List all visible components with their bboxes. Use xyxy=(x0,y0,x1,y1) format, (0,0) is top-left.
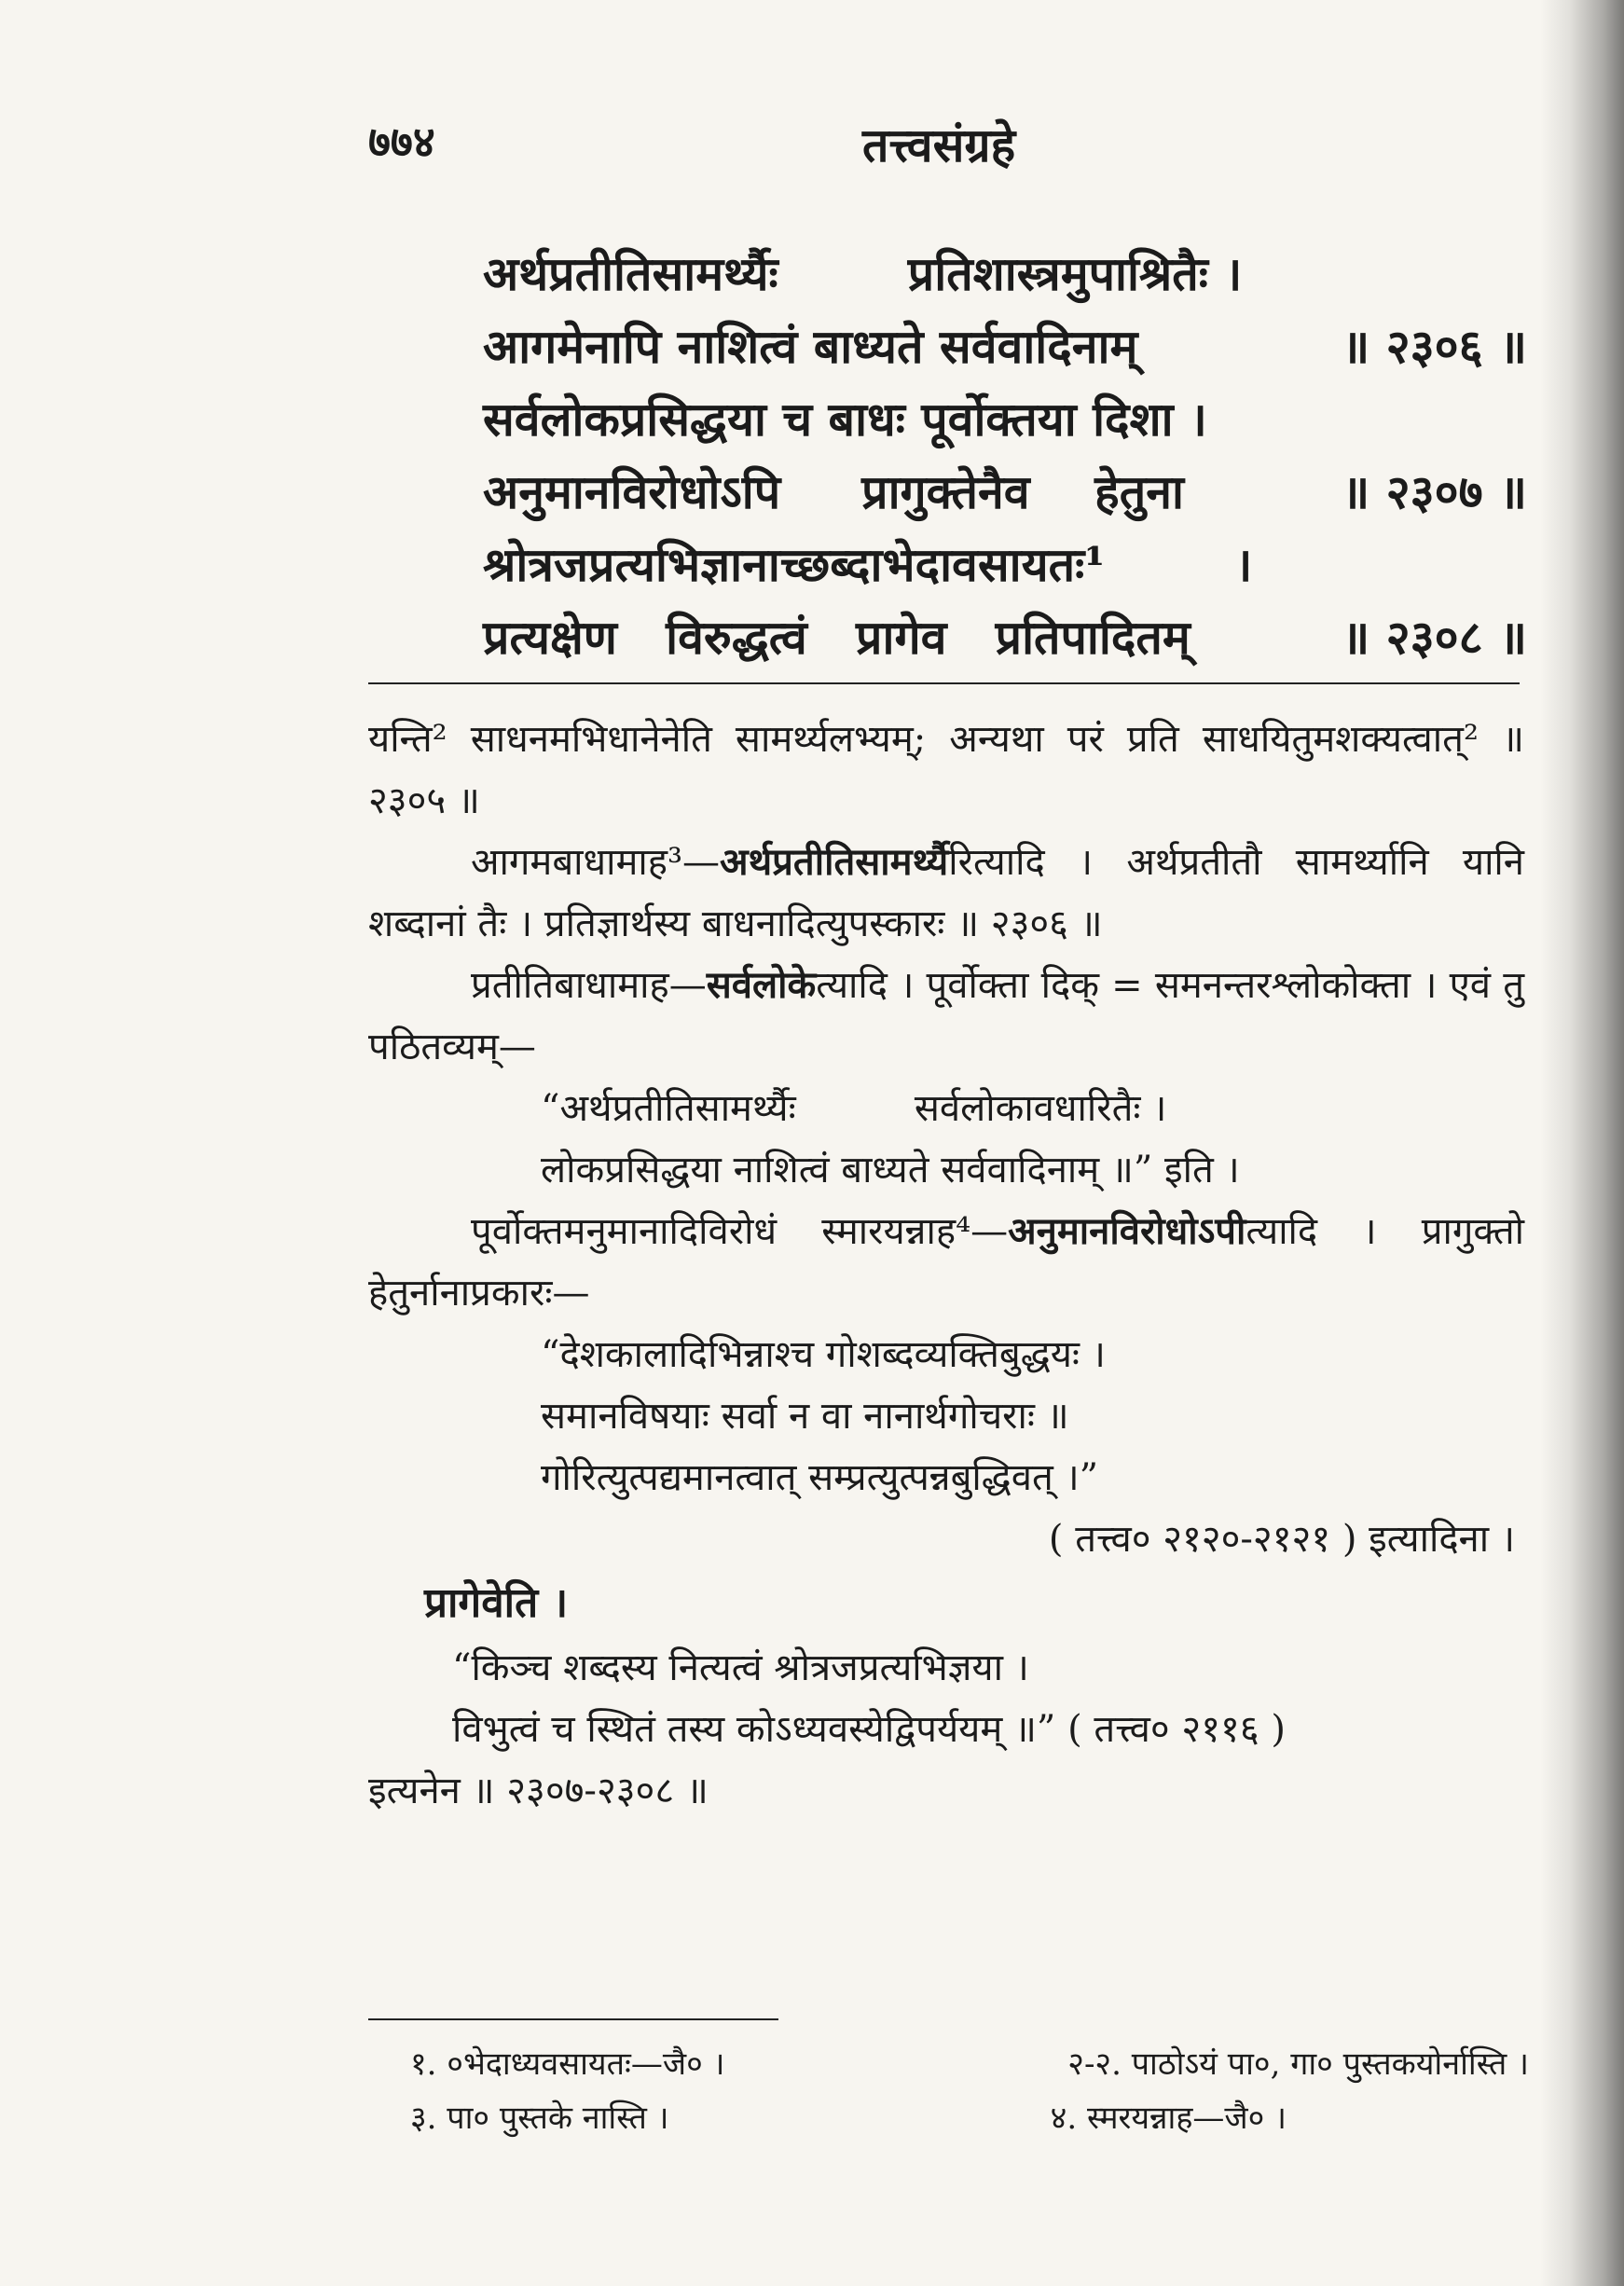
commentary-text: त्यादि । पूर्वोक्ता दिक् = समनन्तरश्लोकोक्ता । एवं तु पठितव्यम्— xyxy=(368,964,1524,1068)
commentary-text: प्रतीतिबाधामाह— xyxy=(471,964,707,1007)
verse-line xyxy=(483,529,1527,601)
footnote-2: २-२. पाठोऽयं पा०, गा० पुस्तकयोर्नास्ति । xyxy=(1067,2045,1529,2083)
verse-number: ॥ २३०८ ॥ xyxy=(1342,610,1527,665)
commentary-paragraph xyxy=(368,1201,1524,1324)
commentary-text: त्यादि । प्रागुक्तो हेतुर्नानाप्रकारः— xyxy=(368,1210,1525,1315)
pratika-text: सर्वलोके xyxy=(706,963,817,1007)
verse-number: ॥ २३०७ ॥ xyxy=(1342,464,1527,519)
commentary-text: आगमबाधामाह³— xyxy=(471,841,721,884)
commentary-text: पूर्वोक्तमनुमानादिविरोधं स्मारयन्नाह⁴— xyxy=(471,1210,1009,1253)
pratika-text: अनुमानविरोधोऽपी xyxy=(1008,1209,1246,1253)
citation-reference: ( तत्त्व० २१२०-२१२१ ) इत्यादिना । xyxy=(1048,1518,1515,1561)
page-number: ७७४ xyxy=(368,117,435,167)
verse-line xyxy=(483,310,1527,383)
footnote-row xyxy=(410,2091,1529,2145)
verse-line xyxy=(483,601,1527,674)
verse-number: ॥ २३०६ ॥ xyxy=(1342,319,1527,374)
commentary-paragraph xyxy=(368,955,1524,1078)
pratika-text: अर्थप्रतीतिसामर्थ्यै xyxy=(720,840,949,884)
verse-line xyxy=(483,456,1527,529)
quoted-verse-line: विभुत्वं च स्थितं तस्य कोऽध्यवस्येद्विपर्ययम् ॥” ( तत्त्व० २११६ ) xyxy=(452,1708,1286,1751)
footnotes-block xyxy=(410,2037,1529,2145)
verse-text: अर्थप्रतीतिसामर्थ्यैः प्रतिशास्त्रमुपाश्रितैः । xyxy=(483,246,1243,301)
quoted-verse-line: “देशकालादिभिन्नाश्च गोशब्दव्यक्तिबुद्धयः । xyxy=(541,1333,1106,1376)
verse-line xyxy=(483,383,1527,456)
verse-block xyxy=(483,238,1527,674)
commentary-text: रित्यादि । अर्थप्रतीतौ सामर्थ्यानि यानि शब्दानां तैः । प्रतिज्ञार्थस्य बाधनादित्युपस्कारः ॥ २३०६ ॥ xyxy=(368,841,1524,945)
commentary-paragraph xyxy=(368,832,1524,955)
verse-text: अनुमानविरोधोऽपि प्रागुक्तेनैव हेतुना xyxy=(483,464,1184,519)
commentary-block xyxy=(368,709,1524,1822)
verse-text: सर्वलोकप्रसिद्धया च बाधः पूर्वोक्तया दिशा । xyxy=(483,392,1207,447)
commentary-paragraph: यन्ति² साधनमभिधानेनेति सामर्थ्यलभ्यम्; अन्यथा परं प्रति साधयितुमशक्यत्वात्² ॥ २३०५ ॥ xyxy=(368,718,1524,822)
quoted-verse-line: “किञ्च शब्दस्य नित्यत्वं श्रोत्रजप्रत्यभिज्ञया । xyxy=(452,1646,1029,1689)
verse-text: श्रोत्रजप्रत्यभिज्ञानाच्छब्दाभेदावसायतः¹ । xyxy=(483,537,1253,592)
footnote-rule xyxy=(368,2018,778,2020)
verse-divider-rule xyxy=(368,682,1520,684)
pratika-heading: प्रागेवेति । xyxy=(424,1579,569,1627)
running-title: तत्त्वसंग्रहे xyxy=(862,117,1016,172)
quoted-verse-line: समानविषयाः सर्वा न वा नानार्थगोचराः ॥ xyxy=(541,1395,1069,1438)
verse-text: प्रत्यक्षेण विरुद्धत्वं प्रागेव प्रतिपादितम् xyxy=(483,610,1190,665)
scan-shadow-edge xyxy=(1540,0,1624,2286)
verse-text: आगमेनापि नाशित्वं बाध्यते सर्ववादिनाम् xyxy=(483,319,1138,374)
footnote-4: ४. स्मरयन्नाह—जै० । xyxy=(1050,2100,1287,2137)
footnote-row xyxy=(410,2037,1529,2091)
verse-line xyxy=(483,238,1527,310)
page-header xyxy=(368,112,1524,186)
quoted-verse-line: “अर्थप्रतीतिसामर्थ्यैः सर्वलोकावधारितैः । xyxy=(541,1087,1167,1130)
closing-line: इत्यनेन ॥ २३०७-२३०८ ॥ xyxy=(368,1770,709,1812)
quoted-verse-line: लोकप्रसिद्धया नाशित्वं बाध्यते सर्ववादिनाम् ॥” इति । xyxy=(541,1149,1240,1191)
footnote-3: ३. पा० पुस्तके नास्ति । xyxy=(410,2100,669,2137)
footnote-1: १. ०भेदाध्यवसायतः—जै० । xyxy=(410,2045,725,2083)
quoted-verse-line: गोरित्युत्पद्यमानत्वात् सम्प्रत्युत्पन्नबुद्धिवत् ।” xyxy=(541,1456,1099,1499)
